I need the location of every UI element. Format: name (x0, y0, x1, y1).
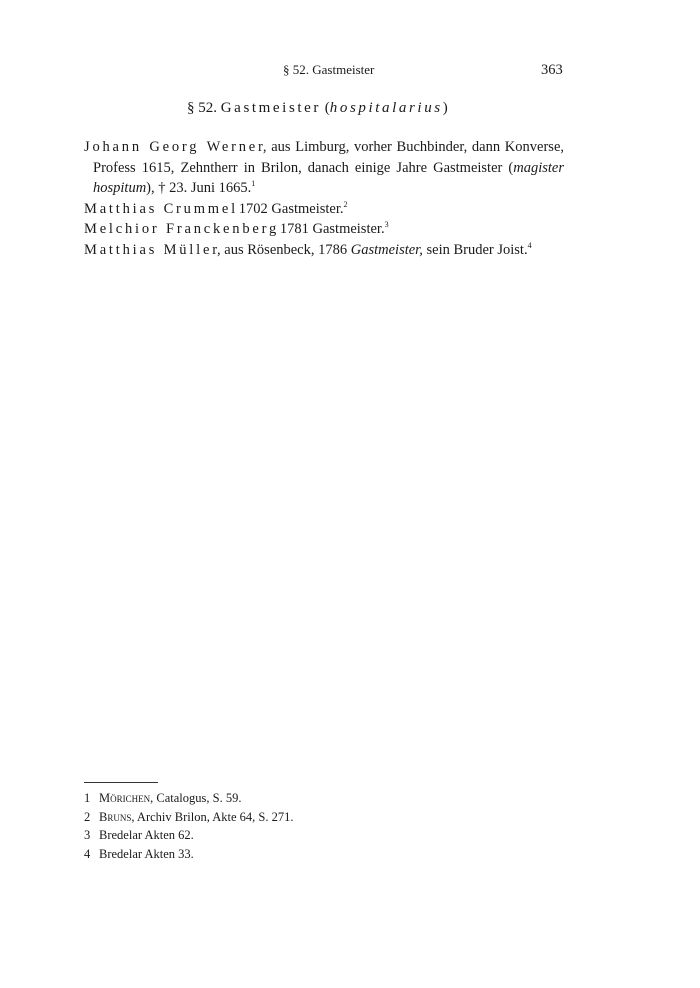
section-number: § 52. (187, 100, 221, 116)
entry-text: , aus Rösenbeck, 1786 (217, 241, 351, 258)
person-name: Melchior Franckenberg (84, 221, 280, 237)
footnote-author: Bruns (99, 809, 132, 824)
page-number: 363 (541, 62, 563, 78)
entries-list (84, 137, 564, 260)
footnote-number: 2 (84, 809, 91, 824)
open-paren: ( (321, 100, 330, 116)
entry-text: 1781 Gastmeister. (276, 221, 385, 237)
entry-italic: magister hospitum (93, 159, 564, 196)
entry-werner (84, 137, 564, 199)
section-main-title: Gastmeister (220, 100, 321, 116)
footnotes-list (84, 789, 294, 863)
entry-crummel (84, 199, 564, 220)
entry-text-after: sein Bruder Joist. (422, 241, 528, 258)
footnote-divider (84, 782, 158, 783)
footnote-number: 1 (84, 791, 91, 805)
running-head (0, 62, 700, 82)
entry-mueller (84, 240, 564, 261)
footnote-ref[interactable]: 1 (251, 179, 256, 188)
entry-text: 1702 Gastmeister. (235, 200, 344, 217)
entry-text: , aus Limburg, vorher Buchbinder, dann Konverse, Profess 1615, Zehntherr in Brilon, danach einige Jahre Gastmeister ( (93, 139, 564, 176)
footnote-text: , Archiv Brilon, Akte 64, S. 271. (131, 809, 294, 824)
footnote-1 (84, 789, 294, 808)
footnote-author: Mörichen (99, 791, 151, 805)
footnote-text: Bredelar Akten 33. (99, 846, 194, 861)
entry-franckenberg (84, 219, 564, 240)
close-paren: ) (442, 100, 448, 116)
footnote-text: Bredelar Akten 62. (99, 828, 194, 843)
footnote-number: 4 (84, 846, 91, 861)
footnote-ref[interactable]: 2 (343, 199, 348, 209)
footnote-number: 3 (84, 828, 91, 843)
footnote-3 (84, 826, 294, 845)
entry-italic: Gastmeister, (350, 241, 423, 258)
entry-text-after: ), † 23. Juni 1665. (146, 180, 252, 196)
footnote-ref[interactable]: 3 (384, 220, 389, 229)
footnote-ref[interactable]: 4 (527, 240, 532, 250)
running-title: § 52. Gastmeister (283, 62, 375, 77)
section-title (187, 100, 448, 117)
latin-title: hospitalarius (329, 100, 443, 116)
person-name: Matthias Crummel (84, 200, 238, 217)
footnote-4 (84, 845, 294, 864)
footnote-text: , Catalogus, S. 59. (150, 791, 242, 805)
footnote-2 (84, 808, 294, 827)
person-name: Matthias Müller (84, 241, 220, 258)
person-name: Johann Georg Werner (84, 139, 266, 155)
